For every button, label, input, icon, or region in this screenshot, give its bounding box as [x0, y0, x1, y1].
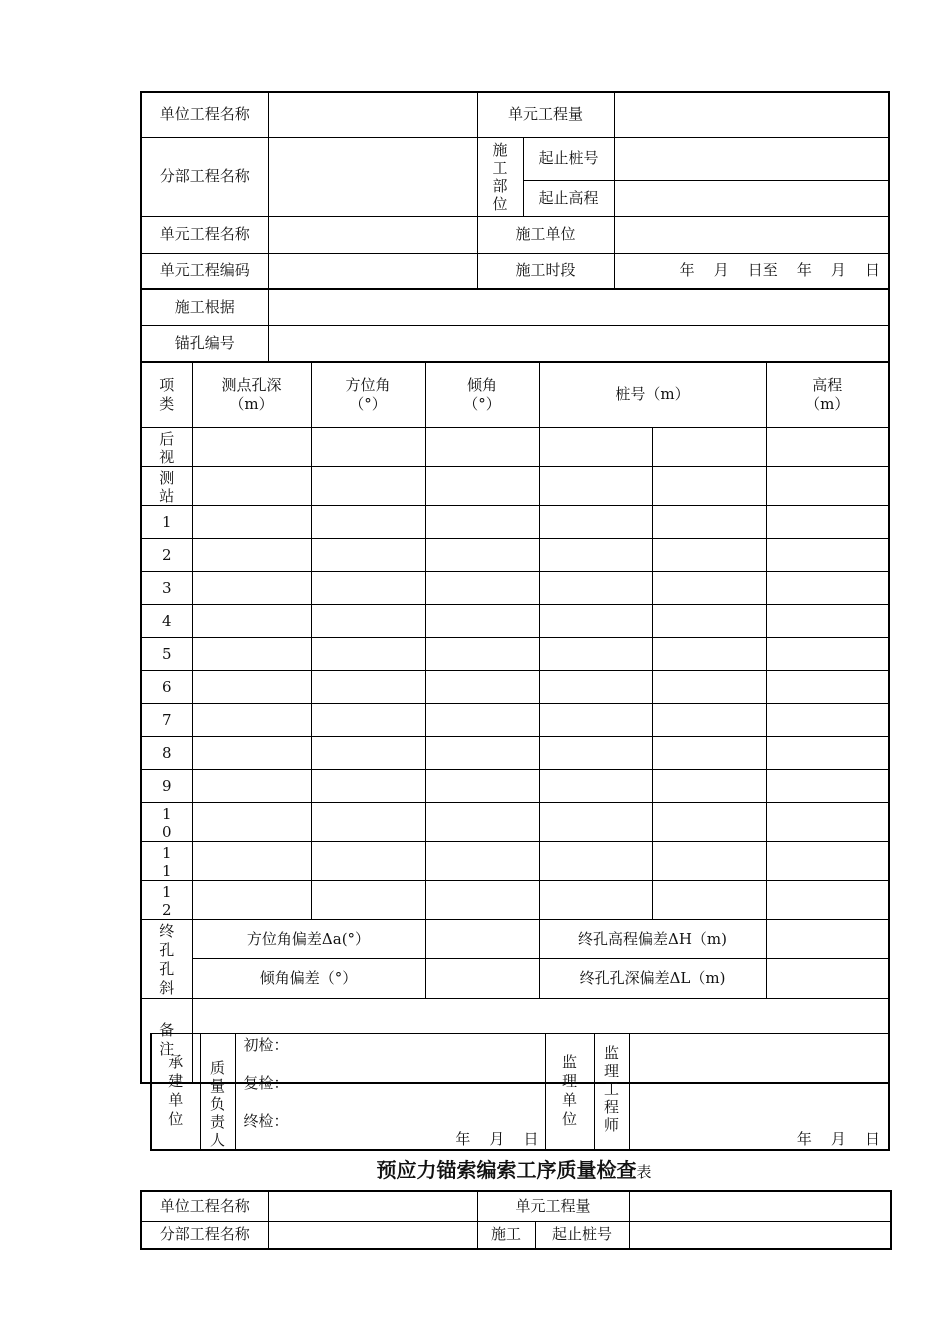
row-cell[interactable] — [311, 737, 425, 770]
row-cell[interactable] — [192, 506, 311, 539]
construction-period-label: 施工时段 — [477, 253, 614, 289]
table-row — [141, 803, 889, 842]
row-cell[interactable] — [766, 605, 889, 638]
row-cell[interactable] — [311, 539, 425, 572]
construction-period-value[interactable]: 年 月 日至 年 月 日 — [614, 253, 889, 289]
row-cell[interactable] — [192, 803, 311, 842]
row-cell[interactable] — [766, 803, 889, 842]
row-cell[interactable] — [539, 671, 652, 704]
col-elevation: 高程 （m） — [766, 362, 889, 428]
start-end-elevation-label: 起止高程 — [523, 180, 614, 216]
row-cell[interactable] — [311, 572, 425, 605]
signoff-table — [150, 1033, 890, 1151]
row-cell[interactable] — [652, 638, 766, 671]
measurement-table — [140, 361, 890, 1084]
element-project-code-label: 单元工程编码 — [141, 253, 268, 289]
contractor-label: 承 建 单 位 — [151, 1034, 200, 1150]
supervisor-sign-cell[interactable] — [629, 1034, 889, 1150]
unit-project-name-label: 单位工程名称 — [141, 92, 268, 137]
row-cell[interactable] — [192, 638, 311, 671]
unit-element-quantity-value[interactable] — [614, 92, 889, 137]
depth-dev-label: 终孔孔深偏差ΔL（m) — [539, 958, 766, 998]
row-cell[interactable] — [652, 842, 766, 881]
start-end-station-value[interactable] — [614, 137, 889, 180]
row-cell[interactable] — [652, 539, 766, 572]
row-cell[interactable] — [425, 572, 539, 605]
row-cell[interactable] — [539, 638, 652, 671]
second-unit-project-name-label: 单位工程名称 — [141, 1191, 268, 1221]
row-label: 5 — [141, 638, 192, 671]
element-project-code-value[interactable] — [268, 253, 477, 289]
row-label: 1 1 — [141, 842, 192, 881]
row-cell[interactable] — [192, 605, 311, 638]
row-cell[interactable] — [539, 428, 652, 467]
row-cell[interactable] — [425, 770, 539, 803]
row-cell[interactable] — [425, 428, 539, 467]
second-header-table — [140, 1190, 892, 1250]
construction-unit-value[interactable] — [614, 216, 889, 253]
second-check-label: 复检： — [243, 1074, 289, 1092]
basis-table — [140, 289, 890, 363]
row-label: 后 视 — [141, 428, 192, 467]
row-cell[interactable] — [766, 737, 889, 770]
row-cell[interactable] — [539, 539, 652, 572]
row-cell[interactable] — [652, 737, 766, 770]
table-row — [141, 671, 889, 704]
second-unit-element-quantity-label: 单元工程量 — [477, 1191, 629, 1221]
table-row — [141, 770, 889, 803]
contractor-date: 年 月 日 — [455, 1130, 539, 1148]
construction-basis-label: 施工根据 — [141, 290, 268, 326]
azimuth-dev-label: 方位角偏差Δa(°） — [192, 920, 425, 959]
table-row — [141, 638, 889, 671]
table-row — [141, 737, 889, 770]
row-cell[interactable] — [652, 467, 766, 506]
anchor-hole-no-label: 锚孔编号 — [141, 326, 268, 362]
inclination-dev-value[interactable] — [425, 958, 539, 998]
table-row — [141, 572, 889, 605]
sub-project-name-label: 分部工程名称 — [141, 137, 268, 216]
row-cell[interactable] — [425, 605, 539, 638]
elevation-dev-label: 终孔高程偏差ΔH（m) — [539, 920, 766, 959]
row-cell[interactable] — [311, 803, 425, 842]
second-sub-project-name-value[interactable] — [268, 1221, 477, 1249]
col-item: 项 类 — [141, 362, 192, 428]
page-title — [140, 1154, 888, 1183]
row-label: 6 — [141, 671, 192, 704]
anchor-hole-no-value[interactable] — [268, 326, 889, 362]
row-cell[interactable] — [652, 881, 766, 920]
row-cell[interactable] — [539, 704, 652, 737]
row-cell[interactable] — [766, 638, 889, 671]
row-cell[interactable] — [652, 605, 766, 638]
row-cell[interactable] — [539, 572, 652, 605]
row-cell[interactable] — [311, 467, 425, 506]
measurement-rows — [141, 428, 889, 920]
table-row — [141, 842, 889, 881]
row-cell[interactable] — [311, 842, 425, 881]
supervisor-label: 监 理 单 位 — [545, 1034, 594, 1150]
row-cell[interactable] — [311, 881, 425, 920]
elevation-dev-value[interactable] — [766, 920, 889, 959]
table-row — [141, 881, 889, 920]
azimuth-dev-value[interactable] — [425, 920, 539, 959]
table-row — [141, 467, 889, 506]
start-end-station-label: 起止桩号 — [523, 137, 614, 180]
second-construction-label: 施工 — [477, 1221, 535, 1249]
row-cell[interactable] — [311, 605, 425, 638]
construction-unit-label: 施工单位 — [477, 216, 614, 253]
row-cell[interactable] — [425, 671, 539, 704]
row-cell[interactable] — [425, 881, 539, 920]
second-sub-project-name-label: 分部工程名称 — [141, 1221, 268, 1249]
row-cell[interactable] — [652, 770, 766, 803]
title-suffix: 表 — [636, 1163, 652, 1181]
row-cell[interactable] — [652, 803, 766, 842]
row-cell[interactable] — [192, 737, 311, 770]
row-cell[interactable] — [766, 881, 889, 920]
sub-project-name-value[interactable] — [268, 137, 477, 216]
row-cell[interactable] — [766, 770, 889, 803]
row-cell[interactable] — [766, 506, 889, 539]
unit-element-quantity-label: 单元工程量 — [477, 92, 614, 137]
header-table — [140, 91, 890, 290]
row-cell[interactable] — [192, 467, 311, 506]
construction-location-label: 施 工 部 位 — [477, 137, 523, 216]
row-label: 测 站 — [141, 467, 192, 506]
depth-dev-value[interactable] — [766, 958, 889, 998]
table-row — [141, 506, 889, 539]
row-cell[interactable] — [192, 770, 311, 803]
quality-person-label: 质 量 负 责 人 — [200, 1034, 235, 1150]
col-station: 桩号（m） — [539, 362, 766, 428]
table-row — [141, 539, 889, 572]
final-check-label: 终检： — [243, 1112, 289, 1130]
row-cell[interactable] — [652, 671, 766, 704]
row-cell[interactable] — [652, 506, 766, 539]
row-cell[interactable] — [425, 704, 539, 737]
row-label: 1 2 — [141, 881, 192, 920]
row-cell[interactable] — [425, 842, 539, 881]
row-label: 2 — [141, 539, 192, 572]
row-label: 8 — [141, 737, 192, 770]
supervisor-date: 年 月 日 — [796, 1130, 880, 1148]
row-cell[interactable] — [539, 803, 652, 842]
row-cell[interactable] — [539, 506, 652, 539]
table-row — [141, 704, 889, 737]
row-cell[interactable] — [192, 842, 311, 881]
row-cell[interactable] — [425, 539, 539, 572]
row-cell[interactable] — [766, 467, 889, 506]
remarks-label: 备 注 — [141, 999, 192, 1083]
row-cell[interactable] — [311, 770, 425, 803]
table-row — [141, 428, 889, 467]
row-cell[interactable] — [192, 572, 311, 605]
row-cell[interactable] — [652, 428, 766, 467]
row-cell[interactable] — [311, 638, 425, 671]
row-cell[interactable] — [425, 737, 539, 770]
row-cell[interactable] — [425, 506, 539, 539]
row-cell[interactable] — [766, 842, 889, 881]
row-label: 4 — [141, 605, 192, 638]
row-label: 1 — [141, 506, 192, 539]
row-cell[interactable] — [192, 539, 311, 572]
inclination-dev-label: 倾角偏差（°） — [192, 958, 425, 998]
row-cell[interactable] — [192, 881, 311, 920]
row-cell[interactable] — [539, 605, 652, 638]
row-cell[interactable] — [539, 737, 652, 770]
row-cell[interactable] — [311, 704, 425, 737]
row-cell[interactable] — [425, 803, 539, 842]
start-end-elevation-value[interactable] — [614, 180, 889, 216]
col-azimuth: 方位角 （°） — [311, 362, 425, 428]
table-row — [141, 605, 889, 638]
row-label: 3 — [141, 572, 192, 605]
row-cell[interactable] — [425, 467, 539, 506]
row-cell[interactable] — [539, 842, 652, 881]
row-cell[interactable] — [766, 704, 889, 737]
row-cell[interactable] — [192, 704, 311, 737]
row-cell[interactable] — [766, 572, 889, 605]
row-label: 1 0 — [141, 803, 192, 842]
row-cell[interactable] — [652, 704, 766, 737]
row-cell[interactable] — [192, 428, 311, 467]
second-unit-project-name-value[interactable] — [268, 1191, 477, 1221]
row-cell[interactable] — [652, 572, 766, 605]
first-check-label: 初检： — [243, 1036, 289, 1054]
final-hole-label: 终 孔 孔 斜 — [141, 920, 192, 999]
supervisor-engineer-label: 监 理 工 程 师 — [594, 1034, 629, 1150]
second-start-end-station-value[interactable] — [629, 1221, 891, 1249]
row-cell[interactable] — [539, 467, 652, 506]
row-label: 9 — [141, 770, 192, 803]
col-depth: 测点孔深 （m） — [192, 362, 311, 428]
row-cell[interactable] — [766, 539, 889, 572]
element-project-name-label: 单元工程名称 — [141, 216, 268, 253]
row-cell[interactable] — [311, 428, 425, 467]
element-project-name-value[interactable] — [268, 216, 477, 253]
row-cell[interactable] — [539, 881, 652, 920]
row-cell[interactable] — [766, 428, 889, 467]
title-main: 预应力锚索编索工序质量检查 — [376, 1158, 637, 1182]
row-cell[interactable] — [311, 671, 425, 704]
row-label: 7 — [141, 704, 192, 737]
row-cell[interactable] — [311, 506, 425, 539]
row-cell[interactable] — [192, 671, 311, 704]
construction-basis-value[interactable] — [268, 290, 889, 326]
row-cell[interactable] — [766, 671, 889, 704]
col-inclination: 倾角 （°） — [425, 362, 539, 428]
second-unit-element-quantity-value[interactable] — [629, 1191, 891, 1221]
unit-project-name-value[interactable] — [268, 92, 477, 137]
second-start-end-station-label: 起止桩号 — [535, 1221, 629, 1249]
checks-cell[interactable] — [235, 1034, 545, 1150]
row-cell[interactable] — [425, 638, 539, 671]
row-cell[interactable] — [539, 770, 652, 803]
